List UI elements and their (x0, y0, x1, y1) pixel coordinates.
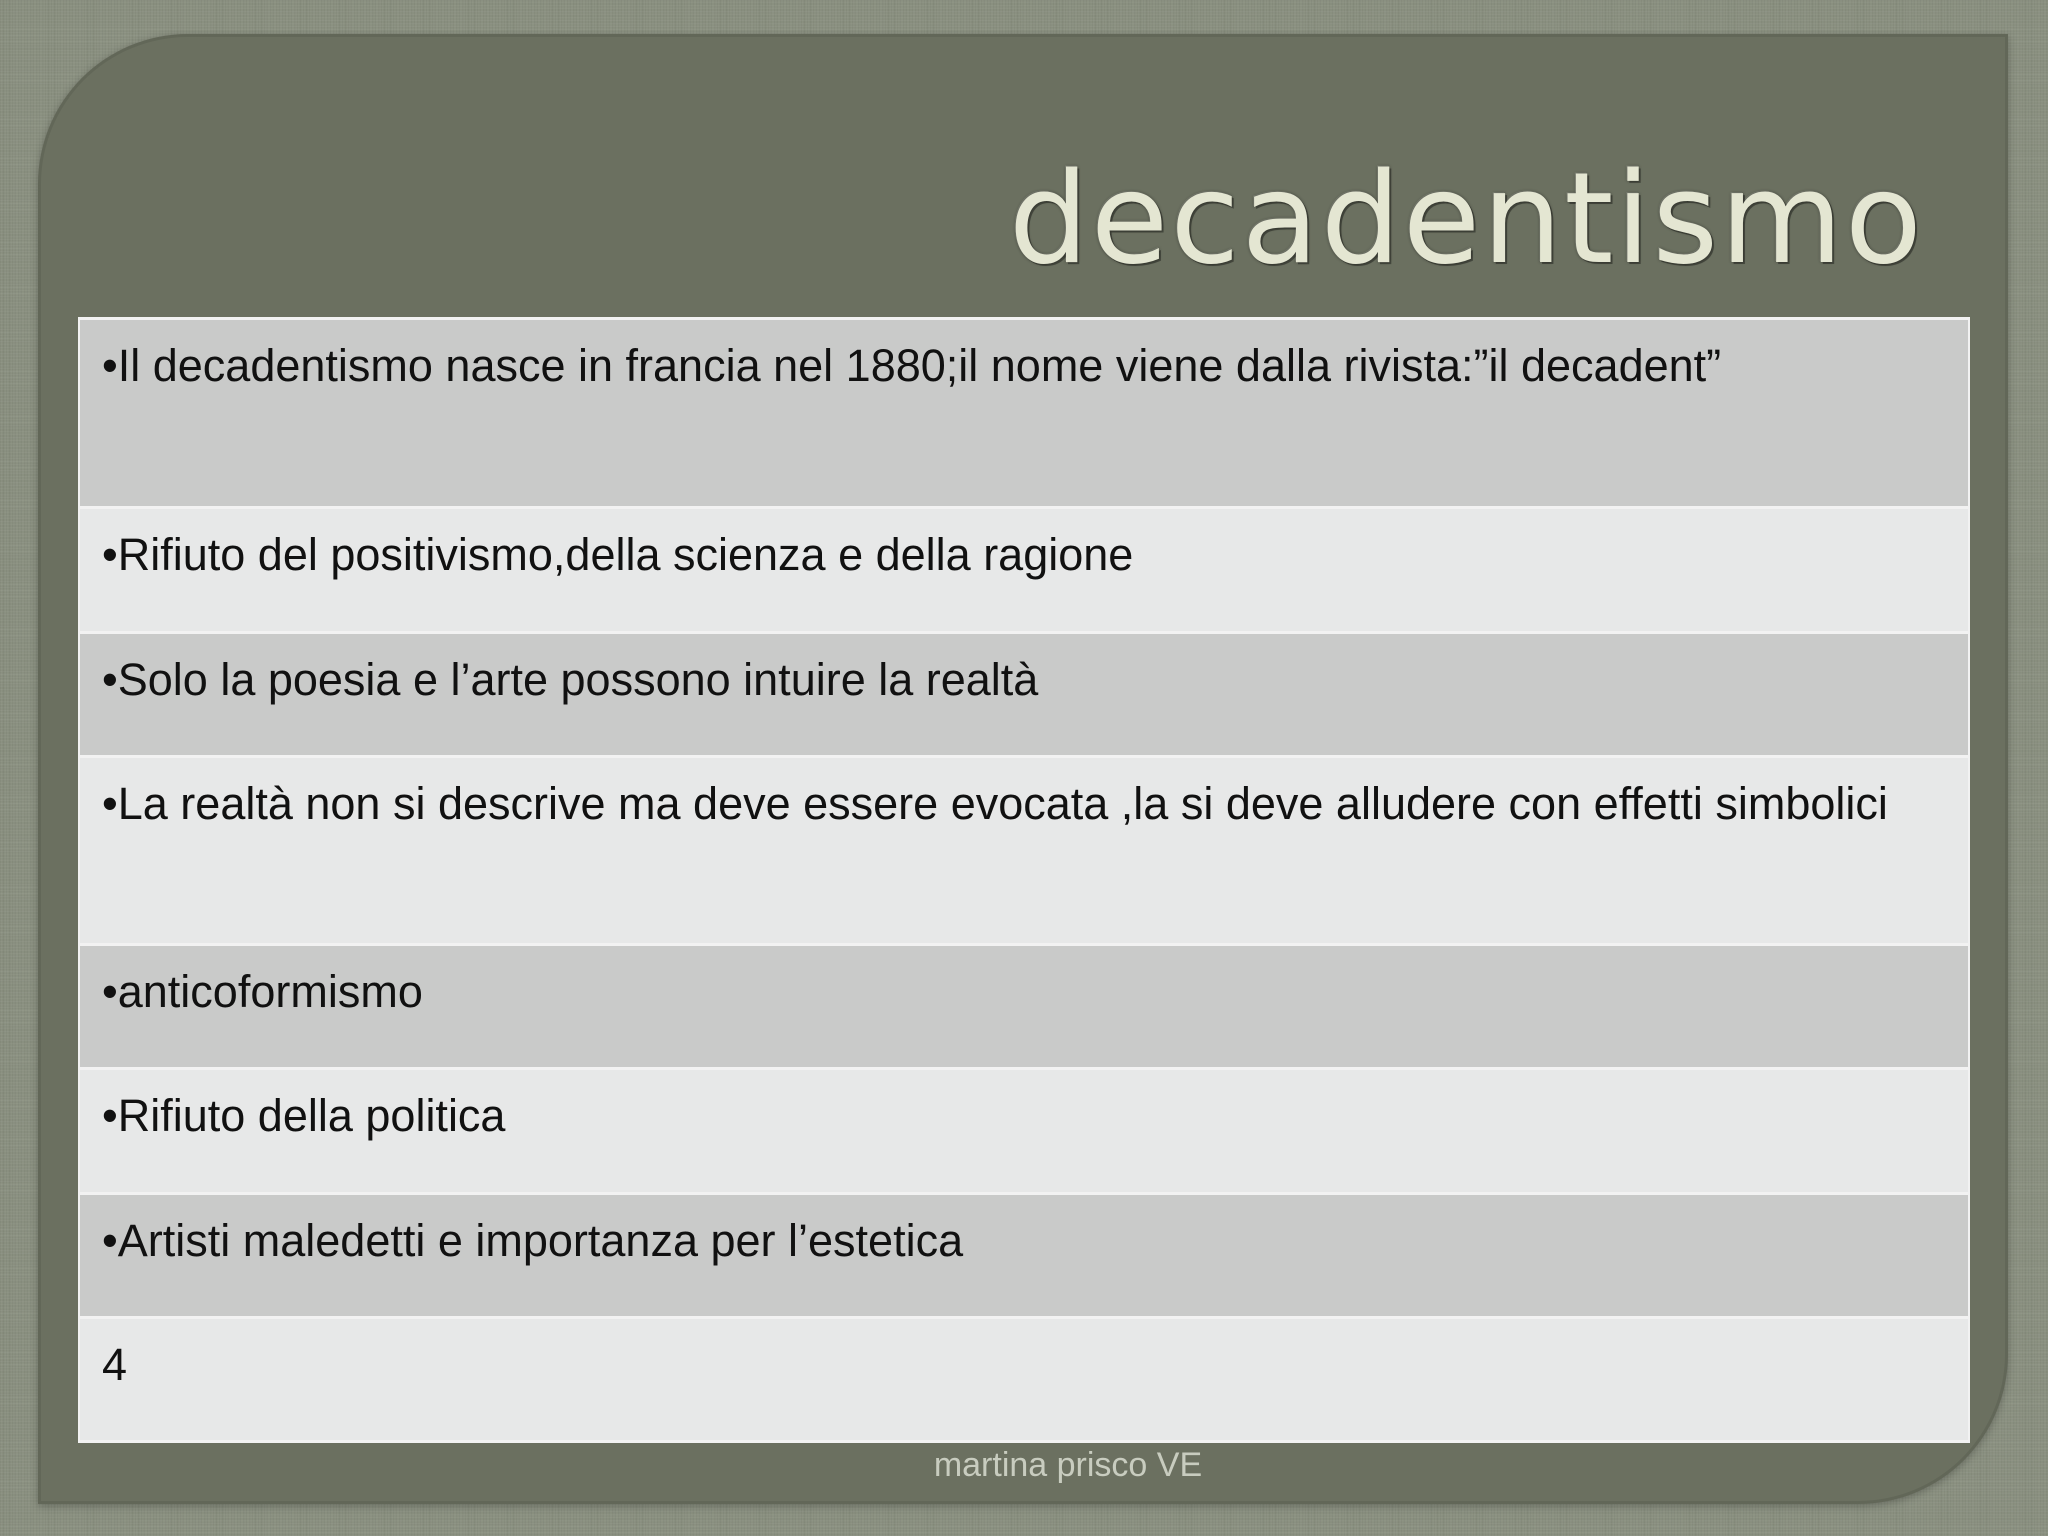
footer-author: martina prisco VE (933, 1446, 1203, 1484)
table-cell: •Il decadentismo nasce in francia nel 1880;il nome viene dalla rivista:”il decadent” (79, 319, 1969, 508)
table-row (79, 1318, 1969, 1442)
table-cell: •Solo la poesia e l’arte possono intuire la realtà (79, 633, 1969, 757)
table-cell: •anticoformismo (79, 945, 1969, 1069)
table-cell: •Artisti maledetti e importanza per l’estetica (79, 1194, 1969, 1318)
table-cell: •Rifiuto del positivismo,della scienza e della ragione (79, 508, 1969, 633)
table-cell: 4 (79, 1318, 1969, 1442)
content-table (78, 317, 1970, 1443)
table-row (79, 945, 1969, 1069)
table-row (79, 633, 1969, 757)
table-row (79, 319, 1969, 508)
table-row (79, 757, 1969, 945)
table-cell: •La realtà non si descrive ma deve essere evocata ,la si deve alludere con effetti simbolici (79, 757, 1969, 945)
table-row (79, 1069, 1969, 1194)
table-row (79, 1194, 1969, 1318)
table-row (79, 508, 1969, 633)
slide-title: decadentismo (1008, 145, 1924, 292)
table-cell: •Rifiuto della politica (79, 1069, 1969, 1194)
